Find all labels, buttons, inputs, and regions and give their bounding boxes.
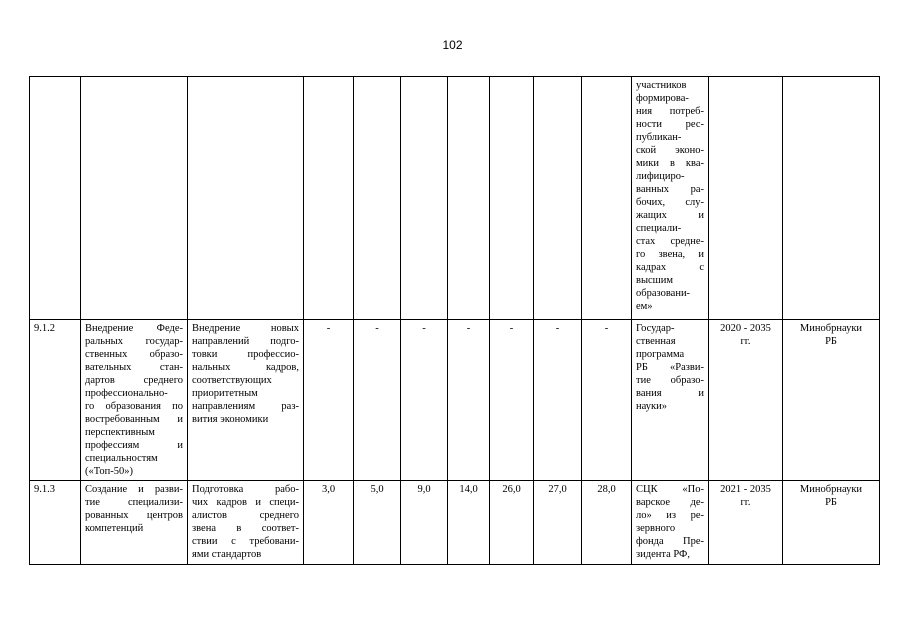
measure-direction bbox=[188, 320, 304, 481]
year-value: - bbox=[490, 320, 534, 481]
measure-name-line: компетенций bbox=[85, 523, 144, 534]
funding-source-line: программа bbox=[636, 349, 685, 360]
measures-table bbox=[29, 76, 880, 565]
period bbox=[709, 481, 783, 565]
funding-source-line: мики в ква- bbox=[636, 158, 704, 169]
measure-direction-line: приоритетным bbox=[192, 388, 258, 399]
measure-direction bbox=[188, 481, 304, 565]
funding-source-line: стах средне- bbox=[636, 236, 704, 247]
responsible-line: РБ bbox=[825, 336, 837, 347]
measure-direction-line: алистов среднего bbox=[192, 510, 299, 521]
year-value: - bbox=[448, 320, 490, 481]
measure-name bbox=[81, 481, 188, 565]
year-value bbox=[490, 77, 534, 320]
funding-source-line: СЦК «По- bbox=[636, 484, 704, 495]
funding-source bbox=[632, 320, 709, 481]
period-line: 2020 - 2035 bbox=[720, 323, 771, 334]
funding-source-line: высшим bbox=[636, 275, 674, 286]
year-value: 14,0 bbox=[448, 481, 490, 565]
measure-name-line: профессионально- bbox=[85, 388, 168, 399]
year-value: 27,0 bbox=[534, 481, 582, 565]
year-value: - bbox=[354, 320, 401, 481]
funding-source-line: лифициро- bbox=[636, 171, 685, 182]
funding-source-line: варское де- bbox=[636, 497, 704, 508]
funding-source-line: ванных ра- bbox=[636, 184, 704, 195]
funding-source-line: ния потреб- bbox=[636, 106, 704, 117]
measure-name-line: специальностям bbox=[85, 453, 158, 464]
funding-source-line: публикан- bbox=[636, 132, 682, 143]
measure-direction-line: чих кадров и специ- bbox=[192, 497, 299, 508]
funding-source-line: ской эконо- bbox=[636, 145, 704, 156]
year-value: - bbox=[534, 320, 582, 481]
year-value: 9,0 bbox=[401, 481, 448, 565]
measure-name-line: рованных центров bbox=[85, 510, 183, 521]
measure-name-line: дартов среднего bbox=[85, 375, 183, 386]
year-value bbox=[304, 77, 354, 320]
year-value: 26,0 bbox=[490, 481, 534, 565]
year-value: 5,0 bbox=[354, 481, 401, 565]
measure-direction-line: соответствующих bbox=[192, 375, 272, 386]
funding-source-line: науки» bbox=[636, 401, 667, 412]
measure-name-line: ственных образо- bbox=[85, 349, 183, 360]
table-row bbox=[30, 77, 880, 320]
responsible-line: Минобрнауки bbox=[799, 323, 863, 334]
period-line: гг. bbox=[740, 497, 751, 508]
measure-name bbox=[81, 320, 188, 481]
year-value: - bbox=[401, 320, 448, 481]
measure-direction-line: вития экономики bbox=[192, 414, 269, 425]
measure-name-line: перспективным bbox=[85, 427, 155, 438]
table-row bbox=[30, 481, 880, 565]
row-number: 9.1.2 bbox=[30, 320, 81, 481]
table-row bbox=[30, 320, 880, 481]
funding-source-line: фонда Пре- bbox=[636, 536, 704, 547]
year-value bbox=[582, 77, 632, 320]
funding-source bbox=[632, 481, 709, 565]
funding-source-line: кадрах с bbox=[636, 262, 704, 273]
funding-source-line: вания и bbox=[636, 388, 704, 399]
measure-name-line: тие специализи- bbox=[85, 497, 183, 508]
row-number bbox=[30, 77, 81, 320]
measure-name-line: Создание и разви- bbox=[85, 484, 183, 495]
measure-name-line: ральных государ- bbox=[85, 336, 183, 347]
period-line: гг. bbox=[740, 336, 751, 347]
funding-source-line: зервного bbox=[636, 523, 676, 534]
measure-direction bbox=[188, 77, 304, 320]
period-line: 2021 - 2035 bbox=[720, 484, 771, 495]
responsible bbox=[783, 320, 880, 481]
measure-direction-line: Подготовка рабо- bbox=[192, 484, 299, 495]
year-value: 3,0 bbox=[304, 481, 354, 565]
funding-source-line: ло» из ре- bbox=[636, 510, 704, 521]
measure-direction-line: нальных кадров, bbox=[192, 362, 299, 373]
funding-source-line: Государ- bbox=[636, 323, 675, 334]
funding-source-line: зидента РФ, bbox=[636, 549, 690, 560]
responsible bbox=[783, 77, 880, 320]
funding-source-line: жащих и bbox=[636, 210, 704, 221]
funding-source bbox=[632, 77, 709, 320]
funding-source-line: ственная bbox=[636, 336, 676, 347]
funding-source-line: бочих, слу- bbox=[636, 197, 704, 208]
funding-source-line: го звена, и bbox=[636, 249, 704, 260]
year-value bbox=[354, 77, 401, 320]
measure-name-line: востребованным и bbox=[85, 414, 183, 425]
funding-source-line: формирова- bbox=[636, 93, 689, 104]
funding-source-line: тие образо- bbox=[636, 375, 704, 386]
measure-name-line: вательных стан- bbox=[85, 362, 183, 373]
measure-name-line: («Топ-50») bbox=[85, 466, 133, 477]
measure-direction-line: ствии с требовани- bbox=[192, 536, 299, 547]
year-value bbox=[534, 77, 582, 320]
measure-direction-line: ями стандартов bbox=[192, 549, 262, 560]
period bbox=[709, 320, 783, 481]
responsible-line: Минобрнауки bbox=[799, 484, 863, 495]
funding-source-line: РБ «Разви- bbox=[636, 362, 704, 373]
measure-name-line: профессиям и bbox=[85, 440, 183, 451]
funding-source-line: ем» bbox=[636, 301, 653, 312]
funding-source-line: образовани- bbox=[636, 288, 691, 299]
funding-source-line: ности рес- bbox=[636, 119, 704, 130]
measure-direction-line: звена в соответ- bbox=[192, 523, 299, 534]
period bbox=[709, 77, 783, 320]
year-value bbox=[448, 77, 490, 320]
measure-name bbox=[81, 77, 188, 320]
measure-direction-line: направлениям раз- bbox=[192, 401, 299, 412]
responsible bbox=[783, 481, 880, 565]
page-number: 102 bbox=[442, 38, 463, 52]
responsible-line: РБ bbox=[825, 497, 837, 508]
measure-direction-line: товки профессио- bbox=[192, 349, 299, 360]
measure-direction-line: направлений подго- bbox=[192, 336, 299, 347]
measure-name-line: Внедрение Феде- bbox=[85, 323, 183, 334]
year-value bbox=[401, 77, 448, 320]
year-value: - bbox=[582, 320, 632, 481]
row-number: 9.1.3 bbox=[30, 481, 81, 565]
year-value: 28,0 bbox=[582, 481, 632, 565]
funding-source-line: участников bbox=[636, 80, 687, 91]
measure-direction-line: Внедрение новых bbox=[192, 323, 299, 334]
year-value: - bbox=[304, 320, 354, 481]
measure-name-line: го образования по bbox=[85, 401, 183, 412]
funding-source-line: специали- bbox=[636, 223, 682, 234]
